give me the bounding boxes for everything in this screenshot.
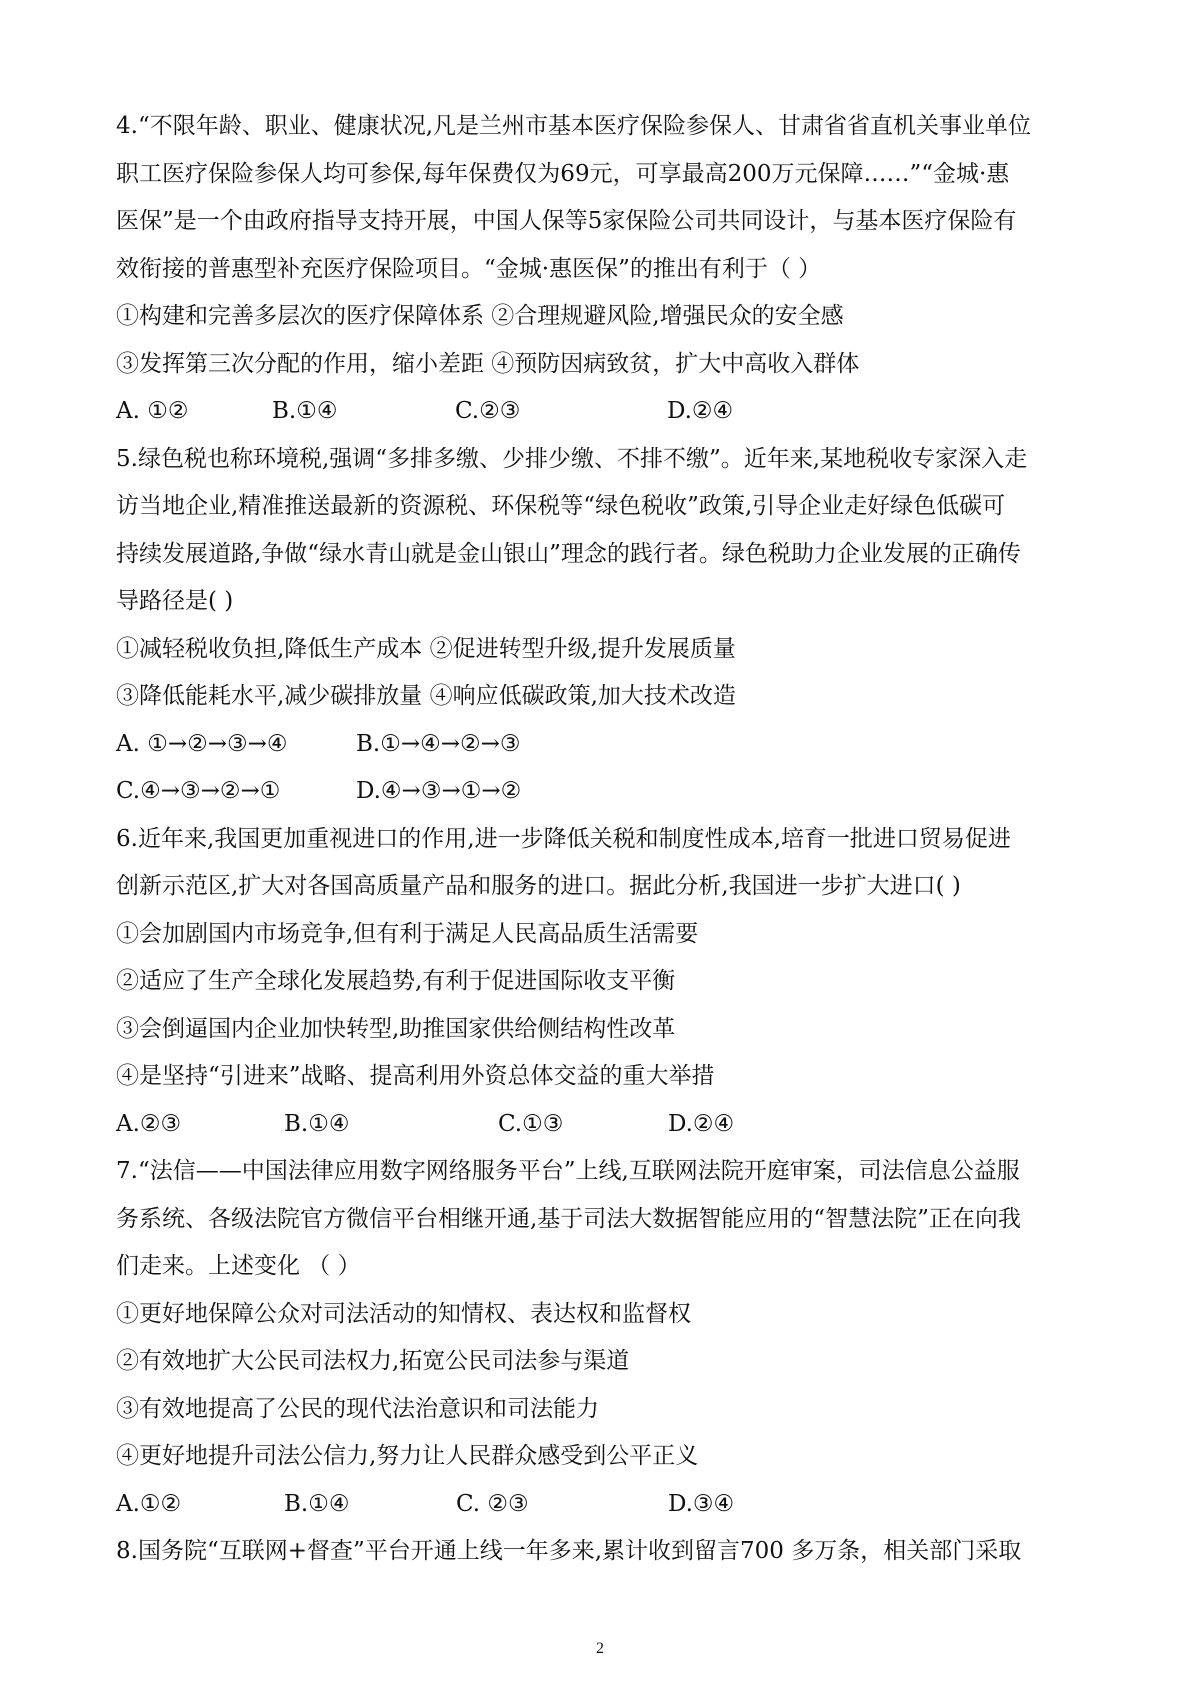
statement-line: ①构建和完善多层次的医疗保障体系 ②合理规避风险,增强民众的安全感 bbox=[116, 303, 844, 329]
statement-line: ①减轻税收负担,降低生产成本 ②促进转型升级,提升发展质量 bbox=[116, 635, 736, 662]
statement-line: ②适应了生产全球化发展趋势,有利于促进国际收支平衡 bbox=[116, 968, 676, 994]
statement-line: ②有效地扩大公民司法权力,拓宽公民司法参与渠道 bbox=[116, 1348, 630, 1374]
option-c: C.④→③→②→① bbox=[116, 778, 281, 804]
question-stem-line: 创新示范区,扩大对各国高质量产品和服务的进口。据此分析,我国进一步扩大进口( ) bbox=[116, 873, 961, 899]
question-4 bbox=[116, 103, 1096, 436]
option-d: D.②④ bbox=[668, 1110, 735, 1137]
option-a: A.①② bbox=[116, 1490, 182, 1517]
statement-line: ①会加剧国内市场竞争,但有利于满足人民高品质生活需要 bbox=[116, 920, 699, 947]
option-a: A. ①② bbox=[116, 398, 189, 424]
question-6 bbox=[116, 816, 1096, 1149]
option-d: D.②④ bbox=[667, 398, 734, 424]
question-stem-line: 务系统、各级法院官方微信平台相继开通,基于司法大数据智能应用的“智慧法院”正在向我 bbox=[116, 1205, 1021, 1232]
question-stem-line: 职工医疗保险参保人均可参保,每年保费仅为69元，可享最高200万元保障……”“金城·惠 bbox=[116, 160, 1010, 187]
question-stem-line: 8.国务院“互联网+督查”平台开通上线一年多来,累计收到留言700 多万条，相关部门采取 bbox=[116, 1538, 1022, 1564]
option-c: C. ②③ bbox=[456, 1490, 529, 1517]
statement-line: ③会倒逼国内企业加快转型,助推国家供给侧结构性改革 bbox=[116, 1015, 676, 1042]
answer-options bbox=[116, 1481, 1096, 1529]
question-stem-line: 持续发展道路,争做“绿水青山就是金山银山”理念的践行者。绿色税助力企业发展的正确传 bbox=[116, 540, 1021, 567]
statement-line: ④更好地提升司法公信力,努力让人民群众感受到公平正义 bbox=[116, 1443, 699, 1469]
question-5 bbox=[116, 436, 1096, 816]
answer-options bbox=[116, 1101, 1096, 1149]
question-stem-line: 医保”是一个由政府指导支持开展，中国人保等5家保险公司共同设计，与基本医疗保险有 bbox=[116, 208, 1017, 234]
option-a: A. ①→②→③→④ bbox=[116, 730, 288, 757]
page-content bbox=[116, 103, 1096, 1576]
option-b: B.①④ bbox=[272, 398, 338, 424]
statement-line: ③有效地提高了公民的现代法治意识和司法能力 bbox=[116, 1395, 599, 1422]
answer-options bbox=[116, 768, 1096, 816]
option-d: D.④→③→①→② bbox=[356, 778, 522, 804]
question-stem-line: 效衔接的普惠型补充医疗保险项目。“金城·惠医保”的推出有利于（ ） bbox=[116, 255, 822, 282]
answer-options bbox=[116, 721, 1096, 769]
option-a: A.②③ bbox=[116, 1110, 182, 1137]
option-b: B.①④ bbox=[284, 1110, 350, 1137]
option-b: B.①④ bbox=[284, 1490, 350, 1517]
question-stem-line: 5.绿色税也称环境税,强调“多排多缴、少排少缴、不排不缴”。近年来,某地税收专家深入走 bbox=[116, 445, 1028, 472]
option-c: C.②③ bbox=[455, 398, 521, 424]
answer-options bbox=[116, 388, 1096, 436]
question-8 bbox=[116, 1528, 1096, 1576]
question-stem-line: 访当地企业,精准推送最新的资源税、环保税等“绿色税收”政策,引导企业走好绿色低碳可 bbox=[116, 493, 1006, 519]
question-stem-line: 导路径是( ) bbox=[116, 588, 234, 614]
question-stem-line: 7.“法信——中国法律应用数字网络服务平台”上线,互联网法院开庭审案，司法信息公益服 bbox=[116, 1158, 1020, 1184]
question-stem-line: 6.近年来,我国更加重视进口的作用,进一步降低关税和制度性成本,培育一批进口贸易促进 bbox=[116, 825, 1011, 852]
option-c: C.①③ bbox=[498, 1110, 564, 1137]
statement-line: ③降低能耗水平,减少碳排放量 ④响应低碳政策,加大技术改造 bbox=[116, 683, 736, 709]
page-number: 2 bbox=[596, 1640, 604, 1657]
option-d: D.③④ bbox=[668, 1490, 735, 1517]
question-stem-line: 们走来。上述变化 （ ） bbox=[116, 1253, 361, 1279]
statement-line: ④是坚持“引进来”战略、提高利用外资总体交益的重大举措 bbox=[116, 1063, 715, 1089]
statement-line: ③发挥第三次分配的作用，缩小差距 ④预防因病致贫，扩大中高收入群体 bbox=[116, 350, 860, 377]
question-stem-line: 4.“不限年龄、职业、健康状况,凡是兰州市基本医疗保险参保人、甘肃省省直机关事业单位 bbox=[116, 113, 1032, 139]
statement-line: ①更好地保障公众对司法活动的知情权、表达权和监督权 bbox=[116, 1300, 691, 1327]
question-7 bbox=[116, 1148, 1096, 1528]
option-b: B.①→④→②→③ bbox=[356, 730, 521, 757]
